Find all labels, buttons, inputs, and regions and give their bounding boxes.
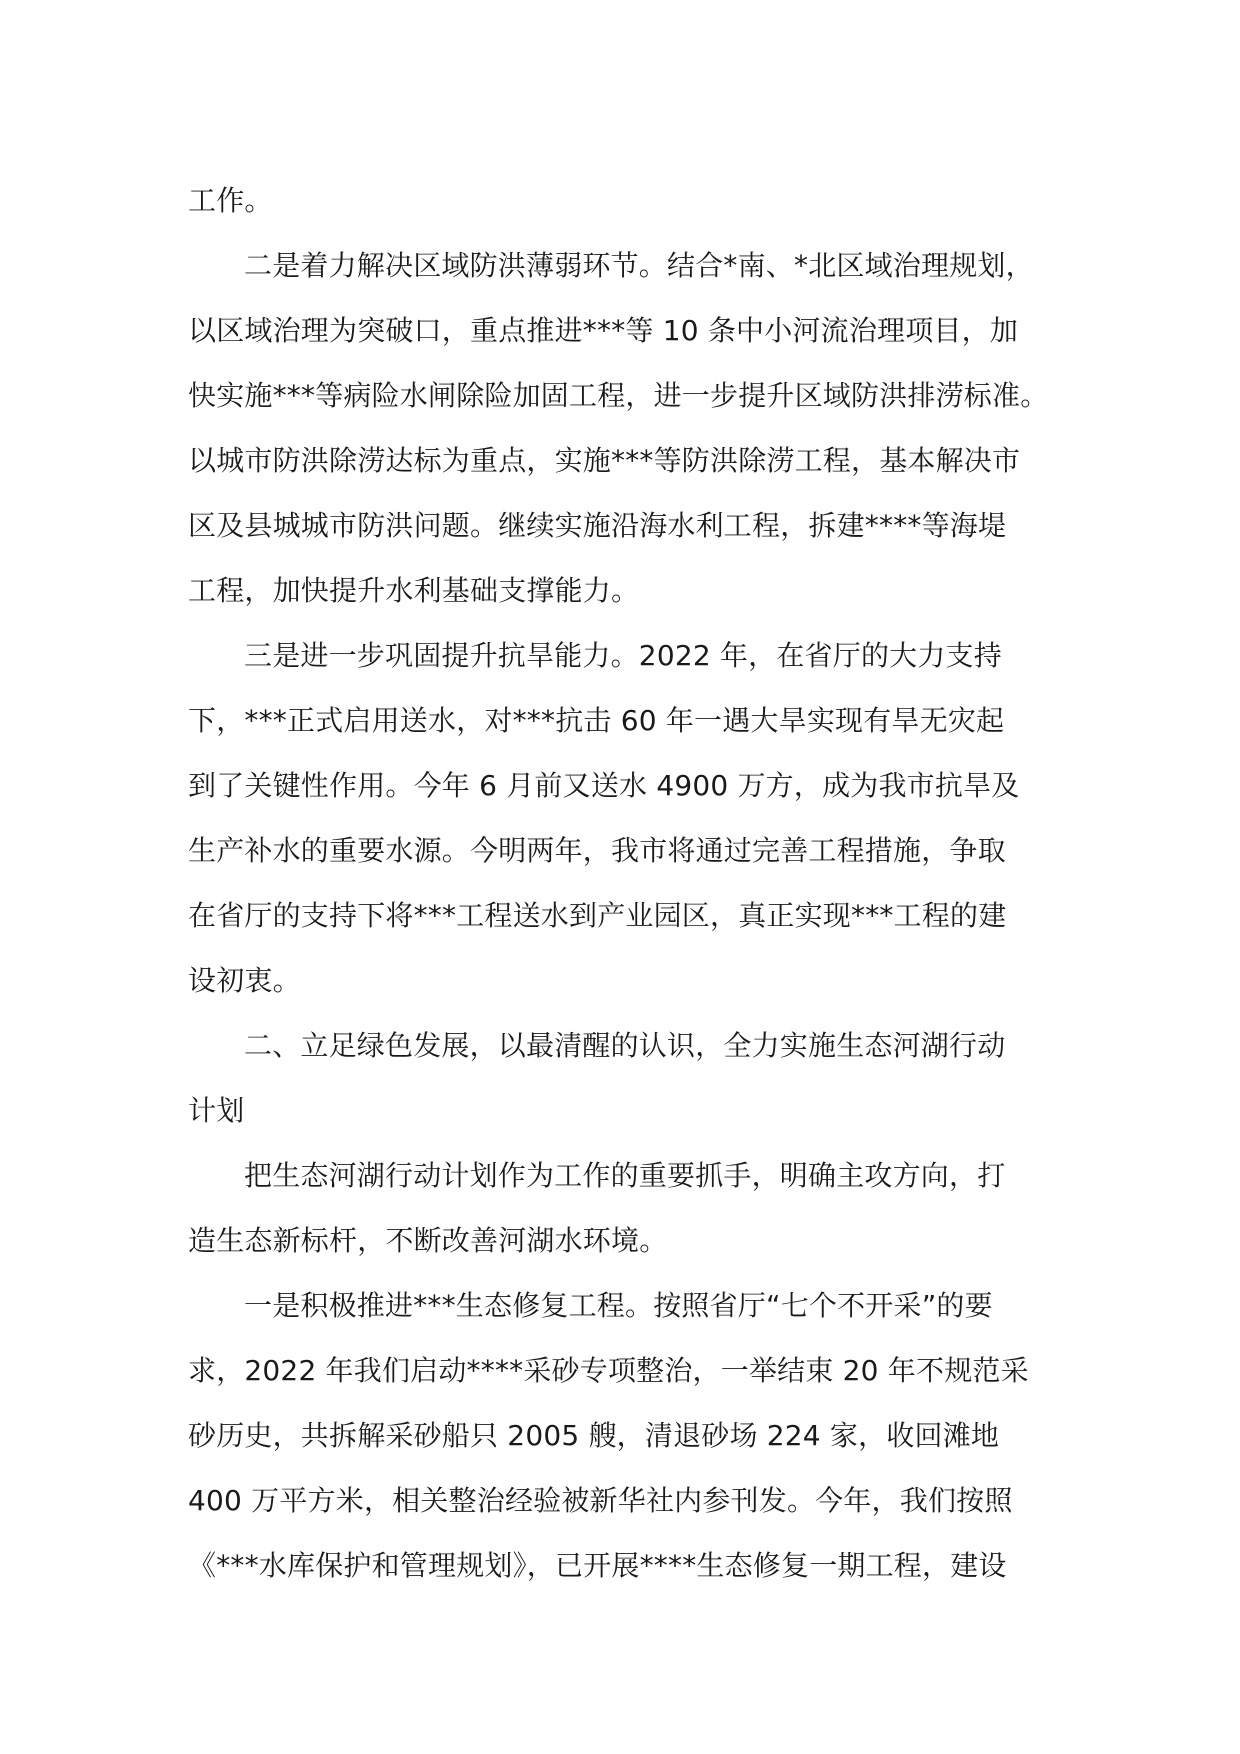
text-line: 把生态河湖行动计划作为工作的重要抓手，明确主攻方向，打	[244, 1159, 1006, 1192]
text-line: 区及县城城市防洪问题。继续实施沿海水利工程，拆建****等海堤	[188, 509, 1007, 542]
text-line: 二是着力解决区域防洪薄弱环节。结合*南、*北区域治理规划，	[244, 249, 1034, 282]
paragraph	[188, 168, 1058, 233]
paragraph	[188, 1143, 1058, 1273]
text-line: 以城市防洪除涝达标为重点，实施***等防洪除涝工程，基本解决市	[188, 444, 1021, 477]
section-heading	[188, 1013, 1058, 1143]
text-line: 工程，加快提升水利基础支撑能力。	[188, 574, 640, 607]
text-line: 下，***正式启用送水，对***抗击 60 年一遇大旱实现有旱无灾起	[188, 704, 1005, 737]
paragraph	[188, 623, 1058, 1013]
text-line: 到了关键性作用。今年 6 月前又送水 4900 万方，成为我市抗旱及	[188, 769, 1020, 802]
text-line: 《***水库保护和管理规划》，已开展****生态修复一期工程，建设	[188, 1549, 1007, 1582]
text-line: 计划	[188, 1094, 245, 1127]
text-line: 造生态新标杆，不断改善河湖水环境。	[188, 1224, 668, 1257]
text-line: 设初衷。	[188, 964, 301, 997]
text-line: 工作。	[188, 184, 273, 217]
text-line: 生产补水的重要水源。今明两年，我市将通过完善工程措施，争取	[188, 834, 1006, 867]
text-line: 求，2022 年我们启动****采砂专项整治，一举结束 20 年不规范采	[188, 1354, 1029, 1387]
text-line: 在省厅的支持下将***工程送水到产业园区，真正实现***工程的建	[188, 899, 1007, 932]
text-line: 砂历史，共拆解采砂船只 2005 艘，清退砂场 224 家，收回滩地	[188, 1419, 1000, 1452]
text-line: 快实施***等病险水闸除险加固工程，进一步提升区域防洪排涝标准。	[188, 379, 1049, 412]
paragraph	[188, 1273, 1058, 1598]
document-body	[188, 168, 1058, 1598]
text-line: 以区域治理为突破口，重点推进***等 10 条中小河流治理项目，加	[188, 314, 1019, 347]
text-line: 400 万平方米，相关整治经验被新华社内参刊发。今年，我们按照	[188, 1484, 1013, 1517]
text-line: 一是积极推进***生态修复工程。按照省厅“七个不开采”的要	[244, 1289, 993, 1322]
paragraph	[188, 233, 1058, 623]
text-line: 三是进一步巩固提升抗旱能力。2022 年，在省厅的大力支持	[244, 639, 1002, 672]
text-line: 二、立足绿色发展，以最清醒的认识，全力实施生态河湖行动	[244, 1029, 1006, 1062]
